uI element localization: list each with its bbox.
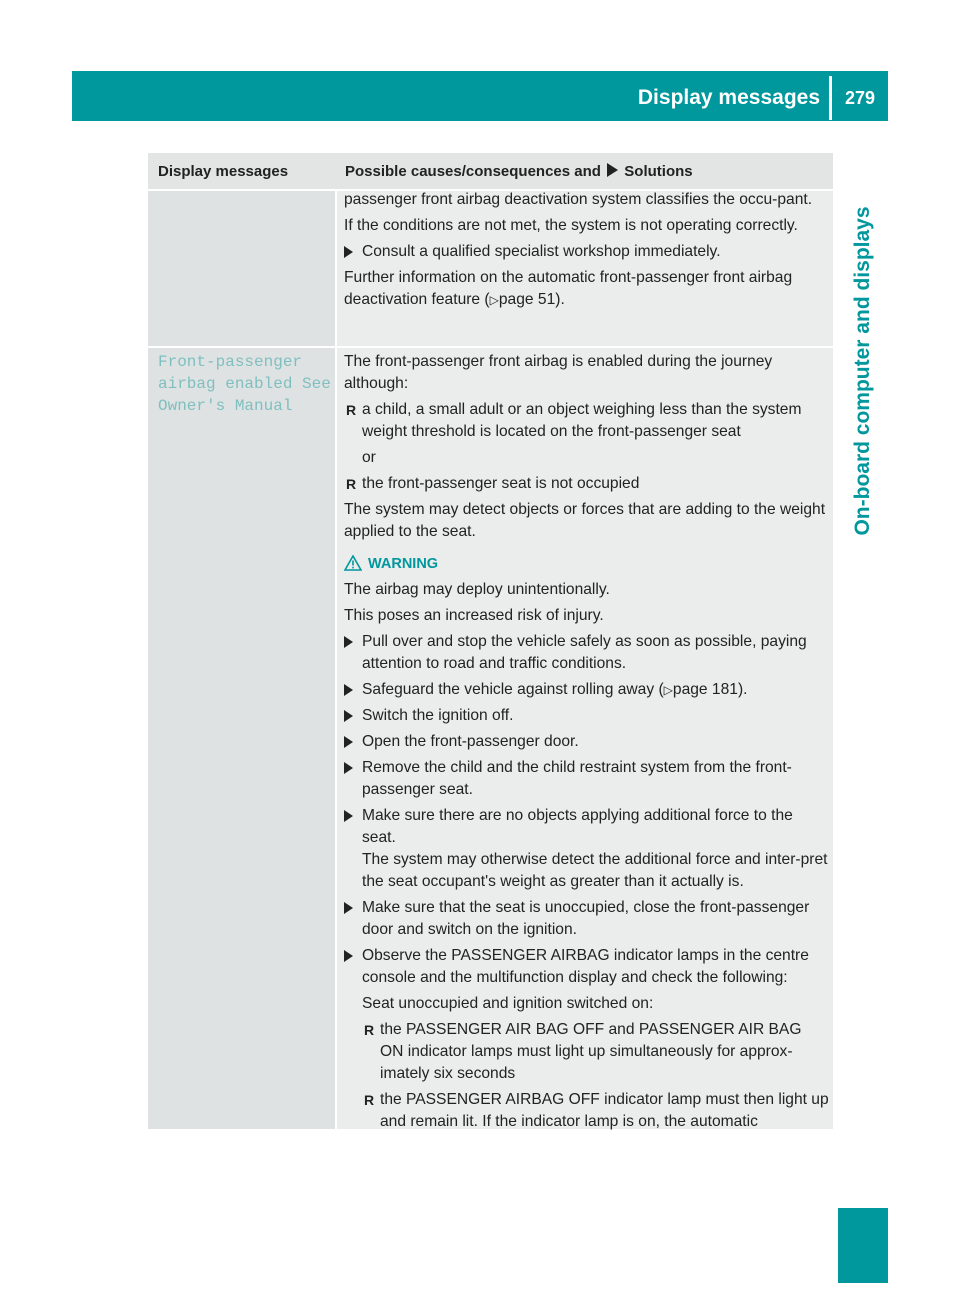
header-divider xyxy=(829,76,832,120)
action-step: Remove the child and the child restraint system from the front-passenger seat. xyxy=(344,757,829,801)
text-line: passenger front airbag deactivation system classifies the occu-pant. xyxy=(344,191,813,208)
seat-condition-label: Seat unoccupied and ignition switched on: xyxy=(362,995,654,1012)
bullet-item: R a child, a small adult or an object weighing less than the system weight threshold is located on the front-passenger seat xyxy=(344,399,829,443)
page-ref-icon: ▷ xyxy=(663,683,673,697)
display-messages-table xyxy=(148,153,833,1129)
bullet-item: R the front-passenger seat is not occupied xyxy=(344,473,829,495)
column-header-display-messages: Display messages xyxy=(158,163,289,180)
action-step: Safeguard the vehicle against rolling away (▷page 181). xyxy=(344,679,829,701)
page-number: 279 xyxy=(844,88,876,108)
action-step: Pull over and stop the vehicle safely as soon as possible, paying attention to road and traffic conditions. xyxy=(344,631,829,675)
system-text: The system may detect objects or forces that are adding to the weight applied to the seat. xyxy=(344,501,826,540)
action-step: Make sure there are no objects applying additional force to the seat. The system may otherwise detect the additional force and inter-pret the seat occupant's weight as greater than it actually is. xyxy=(344,805,829,893)
column-header-solutions: Possible causes/consequences and Solutions xyxy=(345,163,693,180)
action-step: Switch the ignition off. xyxy=(344,705,829,727)
play-arrow-icon xyxy=(607,163,618,177)
bullet-item: R the PASSENGER AIRBAG OFF indicator lamp must then light up and remain lit. If the indicator lamp is on, the automatic xyxy=(362,1089,829,1133)
further-info: Further information on the automatic front-passenger front airbag deactivation feature (▷page 51). xyxy=(344,269,793,308)
sub-list xyxy=(344,1019,829,1133)
display-message: Front-passenger airbag enabled See Owner's Manual xyxy=(158,353,331,415)
page-ref-icon: ▷ xyxy=(489,293,499,307)
warning-text: This poses an increased risk of injury. xyxy=(344,607,604,624)
table-row-continuation xyxy=(344,189,829,315)
page-reference-link[interactable]: page 181 xyxy=(672,681,738,698)
bullet-item: R the PASSENGER AIR BAG OFF and PASSENGER AIR BAG ON indicator lamps must light up simultaneously for approx-imately six seconds xyxy=(362,1019,829,1085)
table-header-row xyxy=(148,153,833,189)
chapter-side-tab xyxy=(838,174,888,568)
action-step: Make sure that the seat is unoccupied, close the front-passenger door and switch on the ignition. xyxy=(344,897,829,941)
or-text: or xyxy=(362,449,376,466)
text-line: If the conditions are not met, the system is not operating correctly. xyxy=(344,217,798,234)
warning-text: The airbag may deploy unintentionally. xyxy=(344,581,610,598)
intro-text: The front-passenger front airbag is enabled during the journey although: xyxy=(344,353,773,392)
action-step: Observe the PASSENGER AIRBAG indicator lamps in the centre console and the multifunction display and check the following: xyxy=(344,945,829,989)
action-step: Consult a qualified specialist workshop immediately. xyxy=(344,241,829,263)
warning-heading: WARNING xyxy=(344,553,829,575)
warning-triangle-icon xyxy=(344,555,362,571)
action-step: Open the front-passenger door. xyxy=(344,731,829,753)
step-note: The system may otherwise detect the additional force and inter-pret the seat occupant's weight as greater than it actually is. xyxy=(362,851,828,890)
message-column xyxy=(148,191,335,1129)
chapter-label: On-board computer and displays xyxy=(851,206,874,536)
page-reference-link[interactable]: page 51 xyxy=(498,291,556,308)
row-separator xyxy=(148,346,833,348)
table-row-solutions xyxy=(344,351,829,1137)
page-title: Display messages xyxy=(637,86,820,109)
chapter-marker-block xyxy=(838,1208,888,1283)
